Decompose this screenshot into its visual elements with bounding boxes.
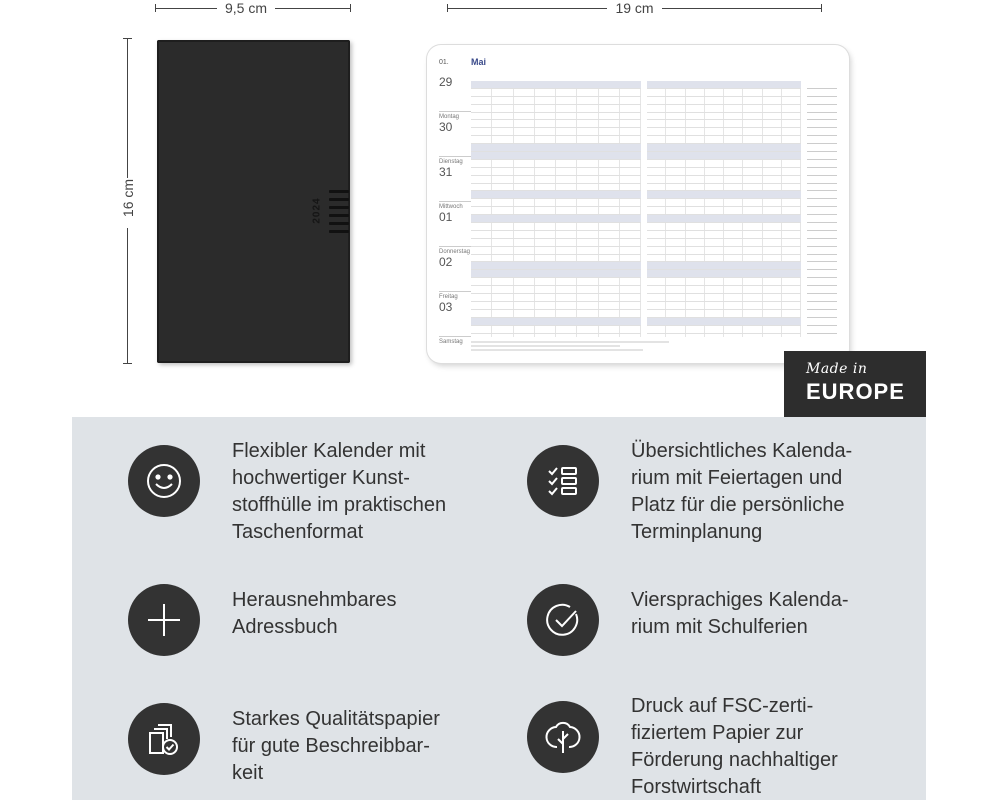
dimension-tick: [350, 4, 351, 12]
notes-line: [807, 326, 837, 334]
open-planner-page: [427, 45, 849, 363]
planner-day-number: 01: [439, 210, 453, 224]
planner-row: [647, 81, 801, 89]
smiley-icon: [128, 445, 200, 517]
notes-line: [807, 207, 837, 215]
planner-day-name: Donnerstag: [439, 246, 471, 255]
closed-calendar-book: [157, 40, 350, 363]
planner-day-name: Dienstag: [439, 156, 471, 165]
planner-row: [471, 160, 641, 168]
planner-row: [471, 113, 641, 121]
planner-row: [471, 152, 641, 160]
planner-row: [647, 207, 801, 215]
planner-row: [471, 184, 641, 192]
notes-line: [807, 262, 837, 270]
document-check-icon: [128, 703, 200, 775]
open-width-dimension: [447, 0, 822, 16]
notes-line: [807, 239, 837, 247]
notes-line: [807, 270, 837, 278]
feature-text: Druck auf FSC-zerti- fiziertem Papier zur Förderung nachhaltiger Forstwirtschaft: [631, 695, 838, 798]
planner-day-name: Mittwoch: [439, 201, 471, 210]
planner-row: [647, 144, 801, 152]
planner-row: [647, 310, 801, 318]
notes-line: [807, 120, 837, 128]
planner-day-name: Montag: [439, 111, 471, 120]
planner-row: [647, 231, 801, 239]
planner-day-name: Samstag: [439, 336, 471, 345]
feature-text: Übersichtliches Kalenda- rium mit Feiertagen und Platz für die persönliche Terminplanung: [631, 440, 853, 543]
planner-day-number: 29: [439, 75, 453, 89]
planner-row: [647, 247, 801, 255]
planner-month: Mai: [471, 57, 487, 67]
planner-row: [471, 199, 641, 207]
planner-row: [647, 199, 801, 207]
planner-row: [471, 105, 641, 113]
notes-line: [807, 294, 837, 302]
made-in-europe-badge: [784, 351, 926, 417]
dimension-tick: [155, 4, 156, 12]
feature-item: [128, 706, 440, 787]
planner-row: [471, 310, 641, 318]
planner-notes-lines: [807, 81, 837, 337]
planner-row: [471, 120, 641, 128]
notes-line: [807, 286, 837, 294]
planner-row: [471, 270, 641, 278]
planner-row: [471, 136, 641, 144]
plus-icon: [128, 584, 200, 656]
planner-grid-right: [647, 81, 801, 337]
book-year: 2024: [311, 197, 323, 224]
planner-row: [647, 89, 801, 97]
planner-row: [471, 326, 641, 334]
feature-item: [128, 587, 397, 656]
planner-grid-left: [471, 81, 641, 337]
notes-line: [807, 168, 837, 176]
notes-line: [807, 184, 837, 192]
planner-row: [471, 294, 641, 302]
planner-row: [647, 97, 801, 105]
notes-line: [807, 176, 837, 184]
planner-day-number: 02: [439, 255, 453, 269]
planner-row: [647, 128, 801, 136]
height-dimension: [116, 38, 140, 364]
notes-line: [807, 310, 837, 318]
planner-row: [647, 168, 801, 176]
planner-row: [647, 136, 801, 144]
notes-line: [807, 160, 837, 168]
feature-item: [527, 438, 852, 546]
planner-row: [647, 326, 801, 334]
checklist-icon: [527, 445, 599, 517]
planner-row: [471, 128, 641, 136]
notes-line: [807, 191, 837, 199]
planner-row: [471, 302, 641, 310]
planner-row: [647, 184, 801, 192]
planner-row: [647, 270, 801, 278]
planner-row: [647, 302, 801, 310]
planner-day-column: [439, 75, 471, 345]
planner-row: [471, 207, 641, 215]
notes-line: [807, 215, 837, 223]
feature-item: [527, 587, 849, 656]
planner-row: [471, 144, 641, 152]
planner-row: [471, 286, 641, 294]
notes-line: [807, 97, 837, 105]
planner-week-label: 01.: [439, 59, 449, 66]
planner-row: [647, 176, 801, 184]
notes-line: [807, 302, 837, 310]
badge-made-in: Made in: [806, 361, 868, 377]
planner-row: [647, 160, 801, 168]
planner-row: [647, 105, 801, 113]
feature-text: Herausnehmbares Adressbuch: [232, 589, 397, 638]
planner-row: [471, 223, 641, 231]
feature-text: Flexibler Kalender mit hochwertiger Kunst- stoffhülle im praktischen Taschenformat: [232, 440, 447, 543]
notes-line: [807, 128, 837, 136]
embossed-stripes: [329, 190, 349, 258]
feature-item: [128, 438, 446, 546]
notes-line: [807, 136, 837, 144]
planner-row: [471, 278, 641, 286]
planner-day-name: Freitag: [439, 291, 471, 300]
open-width-label: 19 cm: [615, 0, 654, 16]
notes-line: [807, 152, 837, 160]
planner-day-number: 30: [439, 120, 453, 134]
height-label: 16 cm: [120, 178, 136, 218]
planner-row: [471, 168, 641, 176]
notes-line: [807, 105, 837, 113]
book-width-label: 9,5 cm: [225, 0, 268, 16]
planner-row: [471, 255, 641, 263]
notes-line: [807, 278, 837, 286]
planner-row: [647, 239, 801, 247]
notes-line: [807, 318, 837, 326]
planner-row: [471, 247, 641, 255]
planner-row: [471, 81, 641, 89]
feature-item: [527, 693, 838, 800]
planner-row: [647, 191, 801, 199]
planner-day-number: 31: [439, 165, 453, 179]
notes-line: [807, 81, 837, 89]
badge-europe: EUROPE: [806, 379, 905, 404]
planner-row: [471, 89, 641, 97]
planner-row: [647, 286, 801, 294]
tree-icon: [527, 701, 599, 773]
planner-row: [471, 318, 641, 326]
planner-row: [471, 97, 641, 105]
feature-text: Starkes Qualitätspapier für gute Beschreibbar- keit: [232, 708, 440, 784]
planner-row: [647, 152, 801, 160]
planner-row: [647, 262, 801, 270]
planner-row: [471, 262, 641, 270]
planner-row: [647, 215, 801, 223]
planner-row: [471, 239, 641, 247]
notes-line: [807, 247, 837, 255]
features-panel: [72, 417, 926, 800]
planner-row: [647, 255, 801, 263]
planner-row: [471, 191, 641, 199]
notes-line: [807, 144, 837, 152]
notes-line: [807, 255, 837, 263]
planner-day-number: 03: [439, 300, 453, 314]
notes-line: [807, 113, 837, 121]
notes-line: [807, 223, 837, 231]
planner-footnotes: [471, 341, 801, 355]
planner-row: [471, 215, 641, 223]
notes-line: [807, 89, 837, 97]
planner-row: [471, 176, 641, 184]
book-width-dimension: [155, 0, 351, 16]
notes-line: [807, 199, 837, 207]
dimension-tick: [821, 4, 822, 12]
planner-row: [647, 120, 801, 128]
feature-text: Viersprachiges Kalenda- rium mit Schulferien: [631, 589, 849, 638]
planner-row: [647, 223, 801, 231]
planner-row: [647, 294, 801, 302]
planner-row: [471, 231, 641, 239]
dimension-tick: [447, 4, 448, 12]
planner-row: [647, 113, 801, 121]
notes-line: [807, 231, 837, 239]
planner-row: [647, 318, 801, 326]
check-circle-icon: [527, 584, 599, 656]
planner-row: [647, 278, 801, 286]
